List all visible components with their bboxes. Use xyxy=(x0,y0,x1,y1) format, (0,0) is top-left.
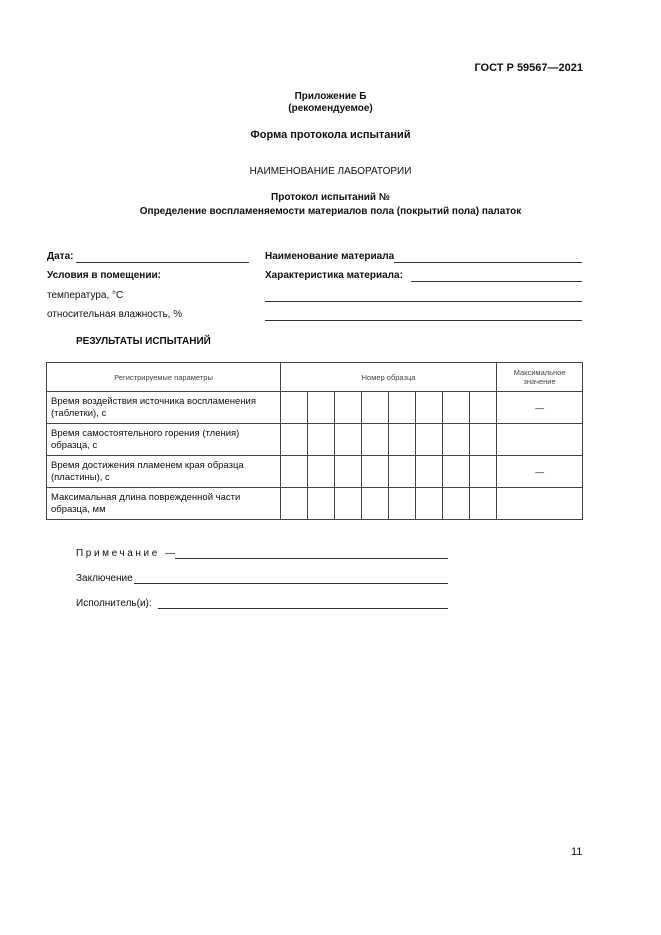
note-line[interactable] xyxy=(175,558,448,559)
note-label: Примечание — xyxy=(76,548,178,559)
sample-cell[interactable] xyxy=(281,456,308,488)
room-conditions-label: Условия в помещении: xyxy=(47,270,161,281)
results-table xyxy=(46,362,583,520)
max-value-header: Максимальное значение xyxy=(497,363,583,392)
protocol-subject: Определение воспламеняемости материалов пола (покрытий пола) палаток xyxy=(139,206,522,217)
table-header-row xyxy=(47,363,583,392)
sample-cell[interactable] xyxy=(308,424,335,456)
appendix-title: Приложение Б xyxy=(294,91,367,102)
param-cell: Максимальная длина поврежденной части образца, мм xyxy=(47,488,281,520)
sample-cell[interactable] xyxy=(389,392,416,424)
conclusion-line[interactable] xyxy=(134,583,448,584)
material-char-line[interactable] xyxy=(411,281,582,282)
table-row xyxy=(47,456,583,488)
material-char-label: Характеристика материала: xyxy=(265,270,403,281)
table-row xyxy=(47,488,583,520)
sample-cell[interactable] xyxy=(416,424,443,456)
sample-cell[interactable] xyxy=(443,392,470,424)
sample-cell[interactable] xyxy=(335,392,362,424)
date-line[interactable] xyxy=(76,262,249,263)
executor-label: Исполнитель(и): xyxy=(76,598,152,609)
protocol-title: Протокол испытаний № xyxy=(271,192,390,203)
sample-cell[interactable] xyxy=(335,424,362,456)
appendix-subtitle: (рекомендуемое) xyxy=(288,103,373,114)
sample-cell[interactable] xyxy=(416,488,443,520)
date-label: Дата: xyxy=(47,251,74,262)
params-header: Регистрируемые параметры xyxy=(47,363,281,392)
param-cell: Время достижения пламенем края образца (пластины), с xyxy=(47,456,281,488)
table-row xyxy=(47,392,583,424)
lab-name: НАИМЕНОВАНИЕ ЛАБОРАТОРИИ xyxy=(249,166,412,177)
param-cell: Время воздействия источника воспламенения (таблетки), с xyxy=(47,392,281,424)
param-cell: Время самостоятельного горения (тления) образца, с xyxy=(47,424,281,456)
page-number: 11 xyxy=(571,846,583,858)
results-title: РЕЗУЛЬТАТЫ ИСПЫТАНИЙ xyxy=(76,336,211,347)
sample-cell[interactable] xyxy=(308,392,335,424)
max-cell[interactable] xyxy=(497,424,583,456)
sample-cell[interactable] xyxy=(416,392,443,424)
sample-cell[interactable] xyxy=(443,424,470,456)
sample-cell[interactable] xyxy=(443,488,470,520)
form-title: Форма протокола испытаний xyxy=(250,129,411,141)
sample-cell[interactable] xyxy=(416,456,443,488)
sample-cell[interactable] xyxy=(281,424,308,456)
sample-number-header: Номер образца xyxy=(281,363,497,392)
humidity-line[interactable] xyxy=(265,320,582,321)
max-cell: — xyxy=(497,392,583,424)
sample-cell[interactable] xyxy=(362,392,389,424)
material-name-label: Наименование материала xyxy=(265,251,395,262)
sample-cell[interactable] xyxy=(470,488,497,520)
standard-number: ГОСТ Р 59567—2021 xyxy=(474,62,583,74)
sample-cell[interactable] xyxy=(443,456,470,488)
temperature-label: температура, °C xyxy=(47,290,124,301)
executor-line[interactable] xyxy=(158,608,448,609)
temperature-line[interactable] xyxy=(265,301,582,302)
table-row xyxy=(47,424,583,456)
sample-cell[interactable] xyxy=(362,488,389,520)
sample-cell[interactable] xyxy=(308,488,335,520)
sample-cell[interactable] xyxy=(335,488,362,520)
sample-cell[interactable] xyxy=(389,424,416,456)
humidity-label: относительная влажность, % xyxy=(47,309,183,320)
max-cell[interactable] xyxy=(497,488,583,520)
sample-cell[interactable] xyxy=(470,392,497,424)
sample-cell[interactable] xyxy=(308,456,335,488)
sample-cell[interactable] xyxy=(470,456,497,488)
sample-cell[interactable] xyxy=(470,424,497,456)
sample-cell[interactable] xyxy=(335,456,362,488)
sample-cell[interactable] xyxy=(281,392,308,424)
sample-cell[interactable] xyxy=(389,456,416,488)
sample-cell[interactable] xyxy=(362,456,389,488)
conclusion-label: Заключение xyxy=(76,573,133,584)
max-cell: — xyxy=(497,456,583,488)
sample-cell[interactable] xyxy=(362,424,389,456)
sample-cell[interactable] xyxy=(281,488,308,520)
material-name-line[interactable] xyxy=(394,262,582,263)
sample-cell[interactable] xyxy=(389,488,416,520)
